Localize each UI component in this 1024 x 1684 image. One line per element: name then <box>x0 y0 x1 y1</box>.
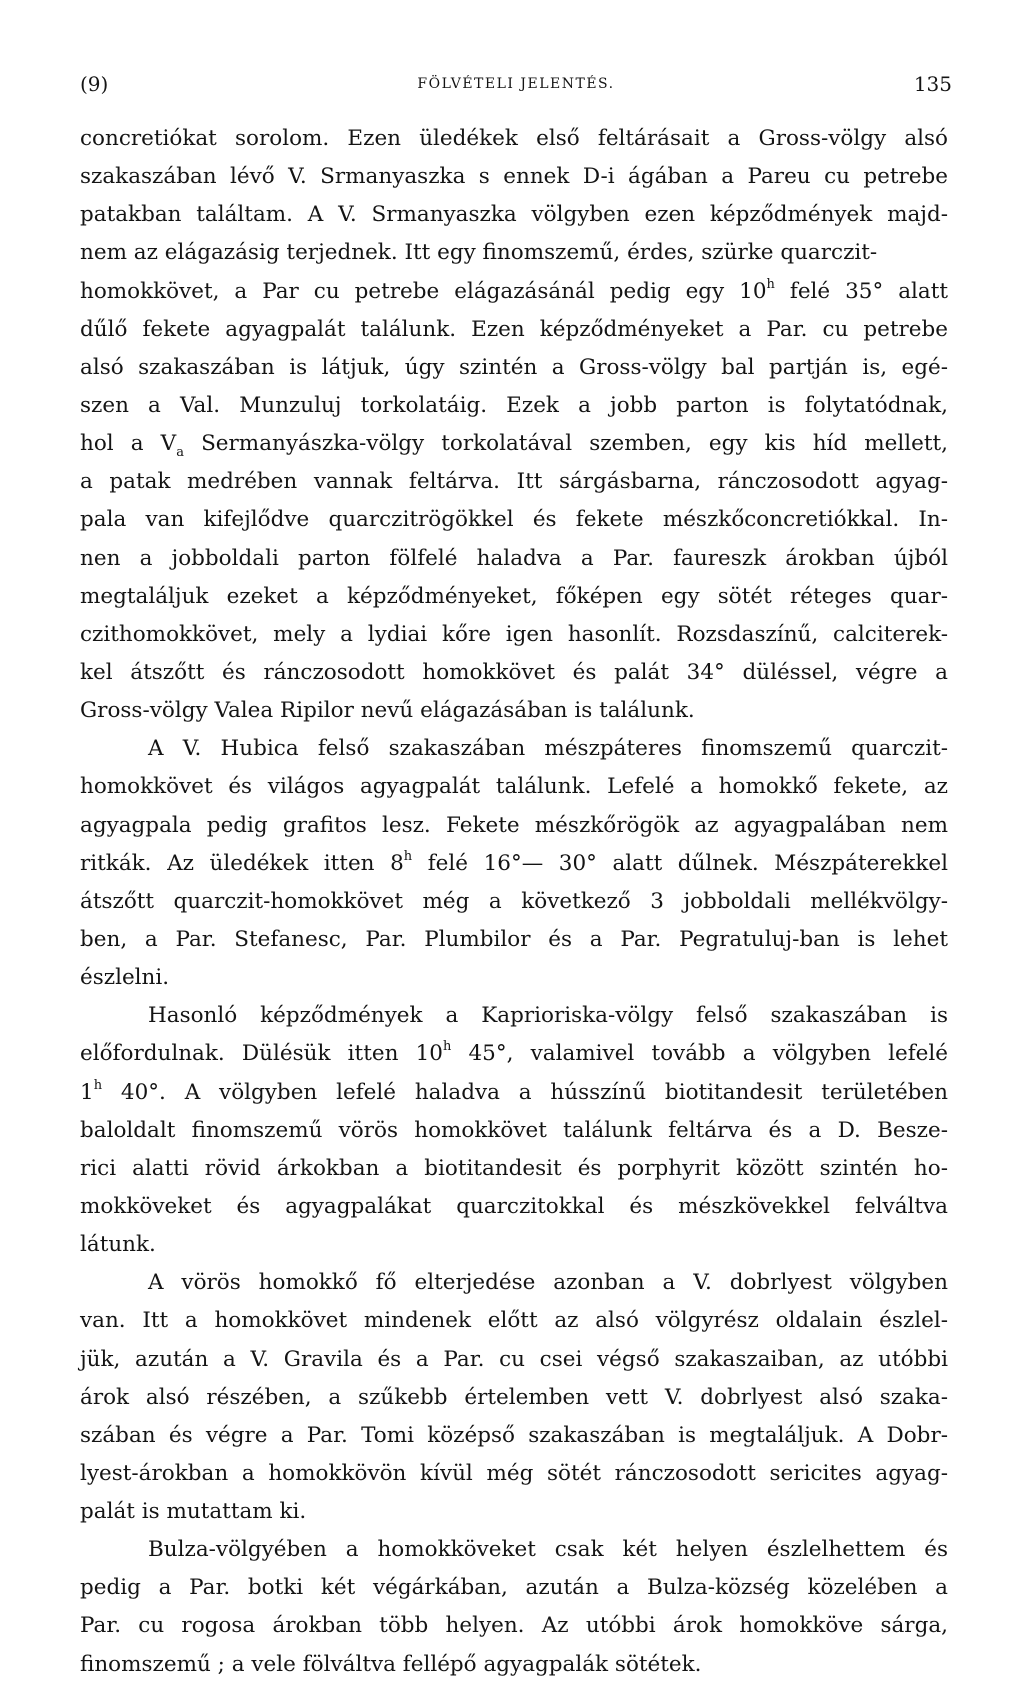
body-text <box>80 120 948 1684</box>
text-line-38: Bulza-völgyében a homokköveket csak két helyen észlelhettem és <box>148 1537 948 1563</box>
text-line-2: szakaszában lévő V. Srmanyaszka s ennek D-i ágában a Pareu cu petrebe <box>80 164 948 190</box>
hour-superscript: h <box>403 848 413 864</box>
text-line-37: palát is mutattam ki. <box>80 1499 307 1525</box>
text-line-32: van. Itt a homokkövet mindenek előtt az alsó völgyrész oldalain észlel- <box>80 1308 948 1334</box>
text-line-35: szában és végre a Par. Tomi középső szakaszában is megtaláljuk. A Dobr- <box>80 1422 948 1448</box>
page-number: 135 <box>913 72 952 96</box>
text-line-10: a patak medrében vannak feltárva. Itt sárgásbarna, ránczosodott agyag- <box>80 469 948 495</box>
text-line-6: dűlő fekete agyagpalát találunk. Ezen képződményeket a Par. cu petrebe <box>80 316 948 342</box>
text-line-30: látunk. <box>80 1232 156 1258</box>
text-line-39: pedig a Par. botki két végárkában, azután a Bulza-község közelében a <box>80 1575 948 1601</box>
hour-superscript: h <box>766 276 775 292</box>
text-line-11: pala van kifejlődve quarczitrögökkel és fekete mészkőconcretiókkal. In- <box>80 507 948 533</box>
text-line-33: jük, azután a V. Gravila és a Par. cu csei végső szakaszaiban, az utóbbi <box>80 1346 948 1372</box>
text-line-25 <box>80 1035 948 1073</box>
text-line-16: Gross-völgy Valea Ripilor nevű elágazásában is találunk. <box>80 698 695 724</box>
page-section-number: (9) <box>80 72 109 96</box>
text-line-21: átszőtt quarczit-homokkövet még a következő 3 jobboldali mellékvölgy- <box>80 888 948 914</box>
text-line-26 <box>80 1074 948 1112</box>
text-line-40: Par. cu rogosa árokban több helyen. Az utóbbi árok homokköve sárga, <box>80 1613 948 1639</box>
running-header <box>80 72 952 100</box>
text-line-17: A V. Hubica felső szakaszában mészpáteres finomszemű quarczit- <box>148 736 948 762</box>
text-fragment: 45°, valamivel tovább a völgyben lefelé <box>451 1041 948 1067</box>
text-line-1: concretiókat sorolom. Ezen üledékek első feltárásait a Gross-völgy alsó <box>80 126 948 151</box>
text-line-18: homokkövet és világos agyagpalát találunk. Lefelé a homokkő fekete, az <box>80 774 948 800</box>
text-fragment: előfordulnak. Dülésük itten 10 <box>80 1041 443 1067</box>
text-line-4: nem az elágazásig terjednek. Itt egy finomszemű, érdes, szürke quarczit- <box>80 240 878 266</box>
text-line-15: kel átszőtt és ránczosodott homokkövet és palát 34° düléssel, végre a <box>80 659 948 685</box>
text-line-24: Hasonló képződmények a Kaprioriska-völgy felső szakaszában is <box>148 1003 948 1029</box>
text-line-12: nen a jobboldali parton fölfelé haladva a Par. faureszk árokban újból <box>80 545 948 571</box>
text-line-5 <box>80 273 948 311</box>
text-line-28: rici alatti rövid árkokban a biotitandesit és porphyrit között szintén ho- <box>80 1155 948 1181</box>
text-line-41: finomszemű ; a vele fölváltva fellépő agyagpalák sötétek. <box>80 1651 702 1677</box>
text-fragment: ritkák. Az üledékek itten 8 <box>80 850 404 876</box>
text-line-8: szen a Val. Munzuluj torkolatáig. Ezek a jobb parton is folytatódnak, <box>80 392 948 418</box>
running-title: FÖLVÉTELI JELENTÉS. <box>417 76 615 92</box>
text-fragment: felé 16°— 30° alatt dűlnek. Mészpáterekkel <box>412 850 949 876</box>
text-fragment: Sermanyászka-völgy torkolatával szemben, egy kis híd mellett, <box>183 431 948 457</box>
text-line-7: alsó szakaszában is látjuk, úgy szintén a Gross-völgy bal partján is, egé- <box>80 354 948 380</box>
text-fragment: homokkövet, a Par cu petrebe elágazásánál pedig egy 10 <box>80 278 767 304</box>
text-fragment: felé 35° alatt <box>774 278 948 304</box>
text-fragment: 1 <box>80 1079 94 1105</box>
subscript-mark: a <box>176 445 184 461</box>
text-line-3: patakban találtam. A V. Srmanyaszka völgyben ezen képződmények majd- <box>80 202 948 228</box>
hour-superscript: h <box>93 1077 103 1093</box>
text-fragment: hol a V <box>80 431 177 457</box>
text-line-27: baloldalt finomszemű vörös homokkövet találunk feltárva és a D. Besze- <box>80 1117 948 1143</box>
hour-superscript: h <box>442 1039 452 1055</box>
text-line-23: észlelni. <box>80 965 170 991</box>
text-line-31: A vörös homokkő fő elterjedése azonban a V. dobrlyest völgyben <box>148 1270 948 1296</box>
text-line-9 <box>80 425 948 463</box>
text-line-29: mokköveket és agyagpalákat quarczitokkal és mészkövekkel felváltva <box>80 1193 948 1219</box>
text-line-20 <box>80 845 948 883</box>
text-line-19: agyagpala pedig grafitos lesz. Fekete mészkőrögök az agyagpalában nem <box>80 812 948 838</box>
text-line-22: ben, a Par. Stefanesc, Par. Plumbilor és a Par. Pegratuluj-ban is lehet <box>80 926 948 952</box>
text-line-36: lyest-árokban a homokkövön kívül még sötét ránczosodott sericites agyag- <box>80 1460 948 1486</box>
text-line-14: czithomokkövet, mely a lydiai kőre igen hasonlít. Rozsdaszínű, calciterek- <box>80 621 948 647</box>
text-fragment: 40°. A völgyben lefelé haladva a hússzínű biotitandesit területében <box>102 1079 948 1105</box>
text-line-13: megtaláljuk ezeket a képződményeket, főképen egy sötét réteges quar- <box>80 583 948 609</box>
text-line-34: árok alsó részében, a szűkebb értelemben vett V. dobrlyest alsó szaka- <box>80 1384 948 1410</box>
